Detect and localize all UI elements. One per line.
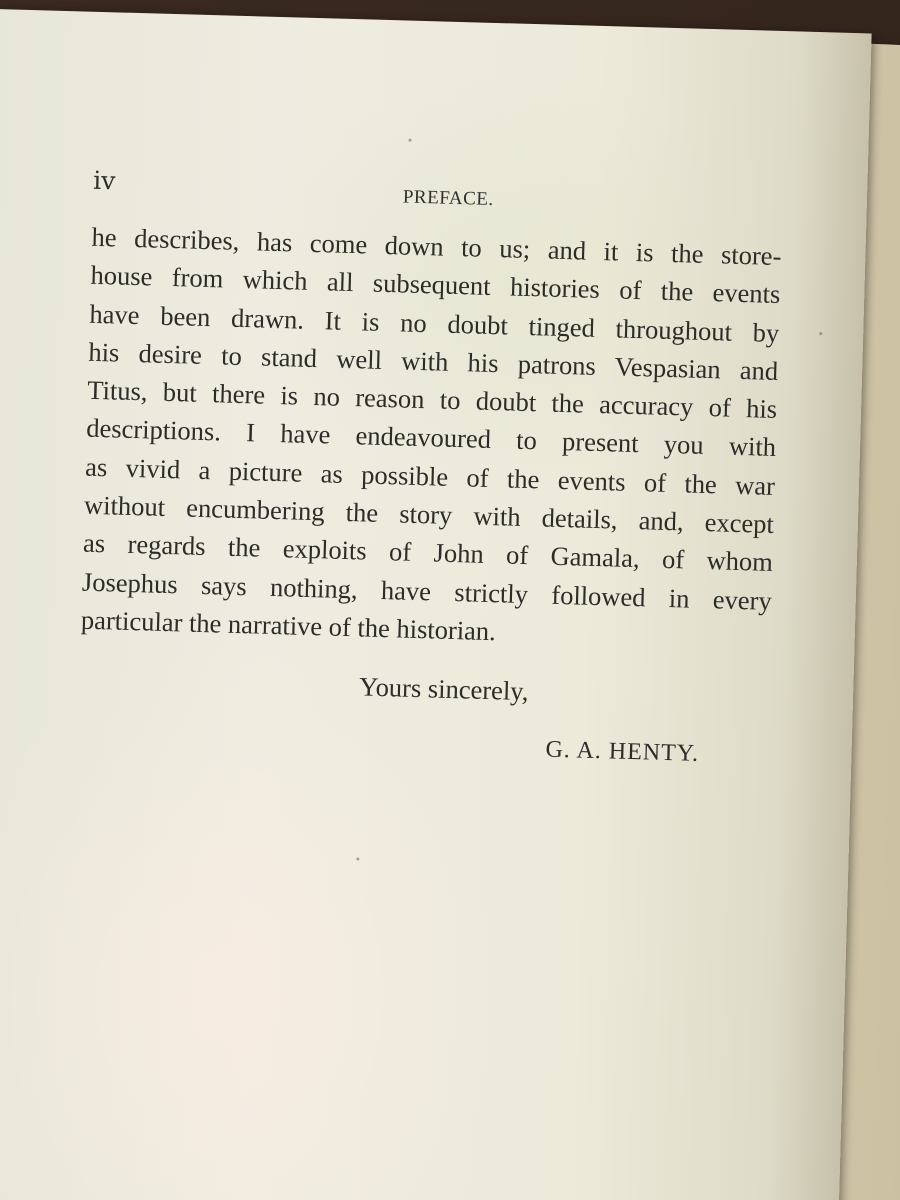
text-line: particular the narrative of the historian. <box>80 604 497 647</box>
paper-speck <box>356 857 359 860</box>
text-line: descriptions. I have endeavoured to present you with <box>85 413 777 463</box>
text-line: without encumbering the story with details, and, except <box>83 489 775 539</box>
book-page <box>0 8 872 1200</box>
text-line: he describes, has come down to us; and it is the store- <box>91 221 782 272</box>
text-line: as vivid a picture as possible of the events of the war <box>84 451 776 501</box>
author-signature: G. A. HENTY. <box>545 736 700 767</box>
text-line: as regards the exploits of John of Gamala, of whom <box>82 528 774 578</box>
body-text <box>80 218 781 658</box>
paper-speck <box>819 332 822 335</box>
text-line: Titus, but there is no reason to doubt the accuracy of his <box>86 374 778 425</box>
running-head: PREFACE. <box>402 186 494 210</box>
text-line: have been drawn. It is no doubt tinged throughout by <box>89 298 780 348</box>
text-line: Josephus says nothing, have strictly followed in every <box>81 566 773 616</box>
paper-speck <box>408 139 411 142</box>
page-number: iv <box>92 165 116 196</box>
text-line: his desire to stand well with his patrons Vespasian and <box>88 336 779 386</box>
closing-salutation: Yours sincerely, <box>358 671 529 707</box>
text-line: house from which all subsequent histories of the events <box>90 260 781 310</box>
